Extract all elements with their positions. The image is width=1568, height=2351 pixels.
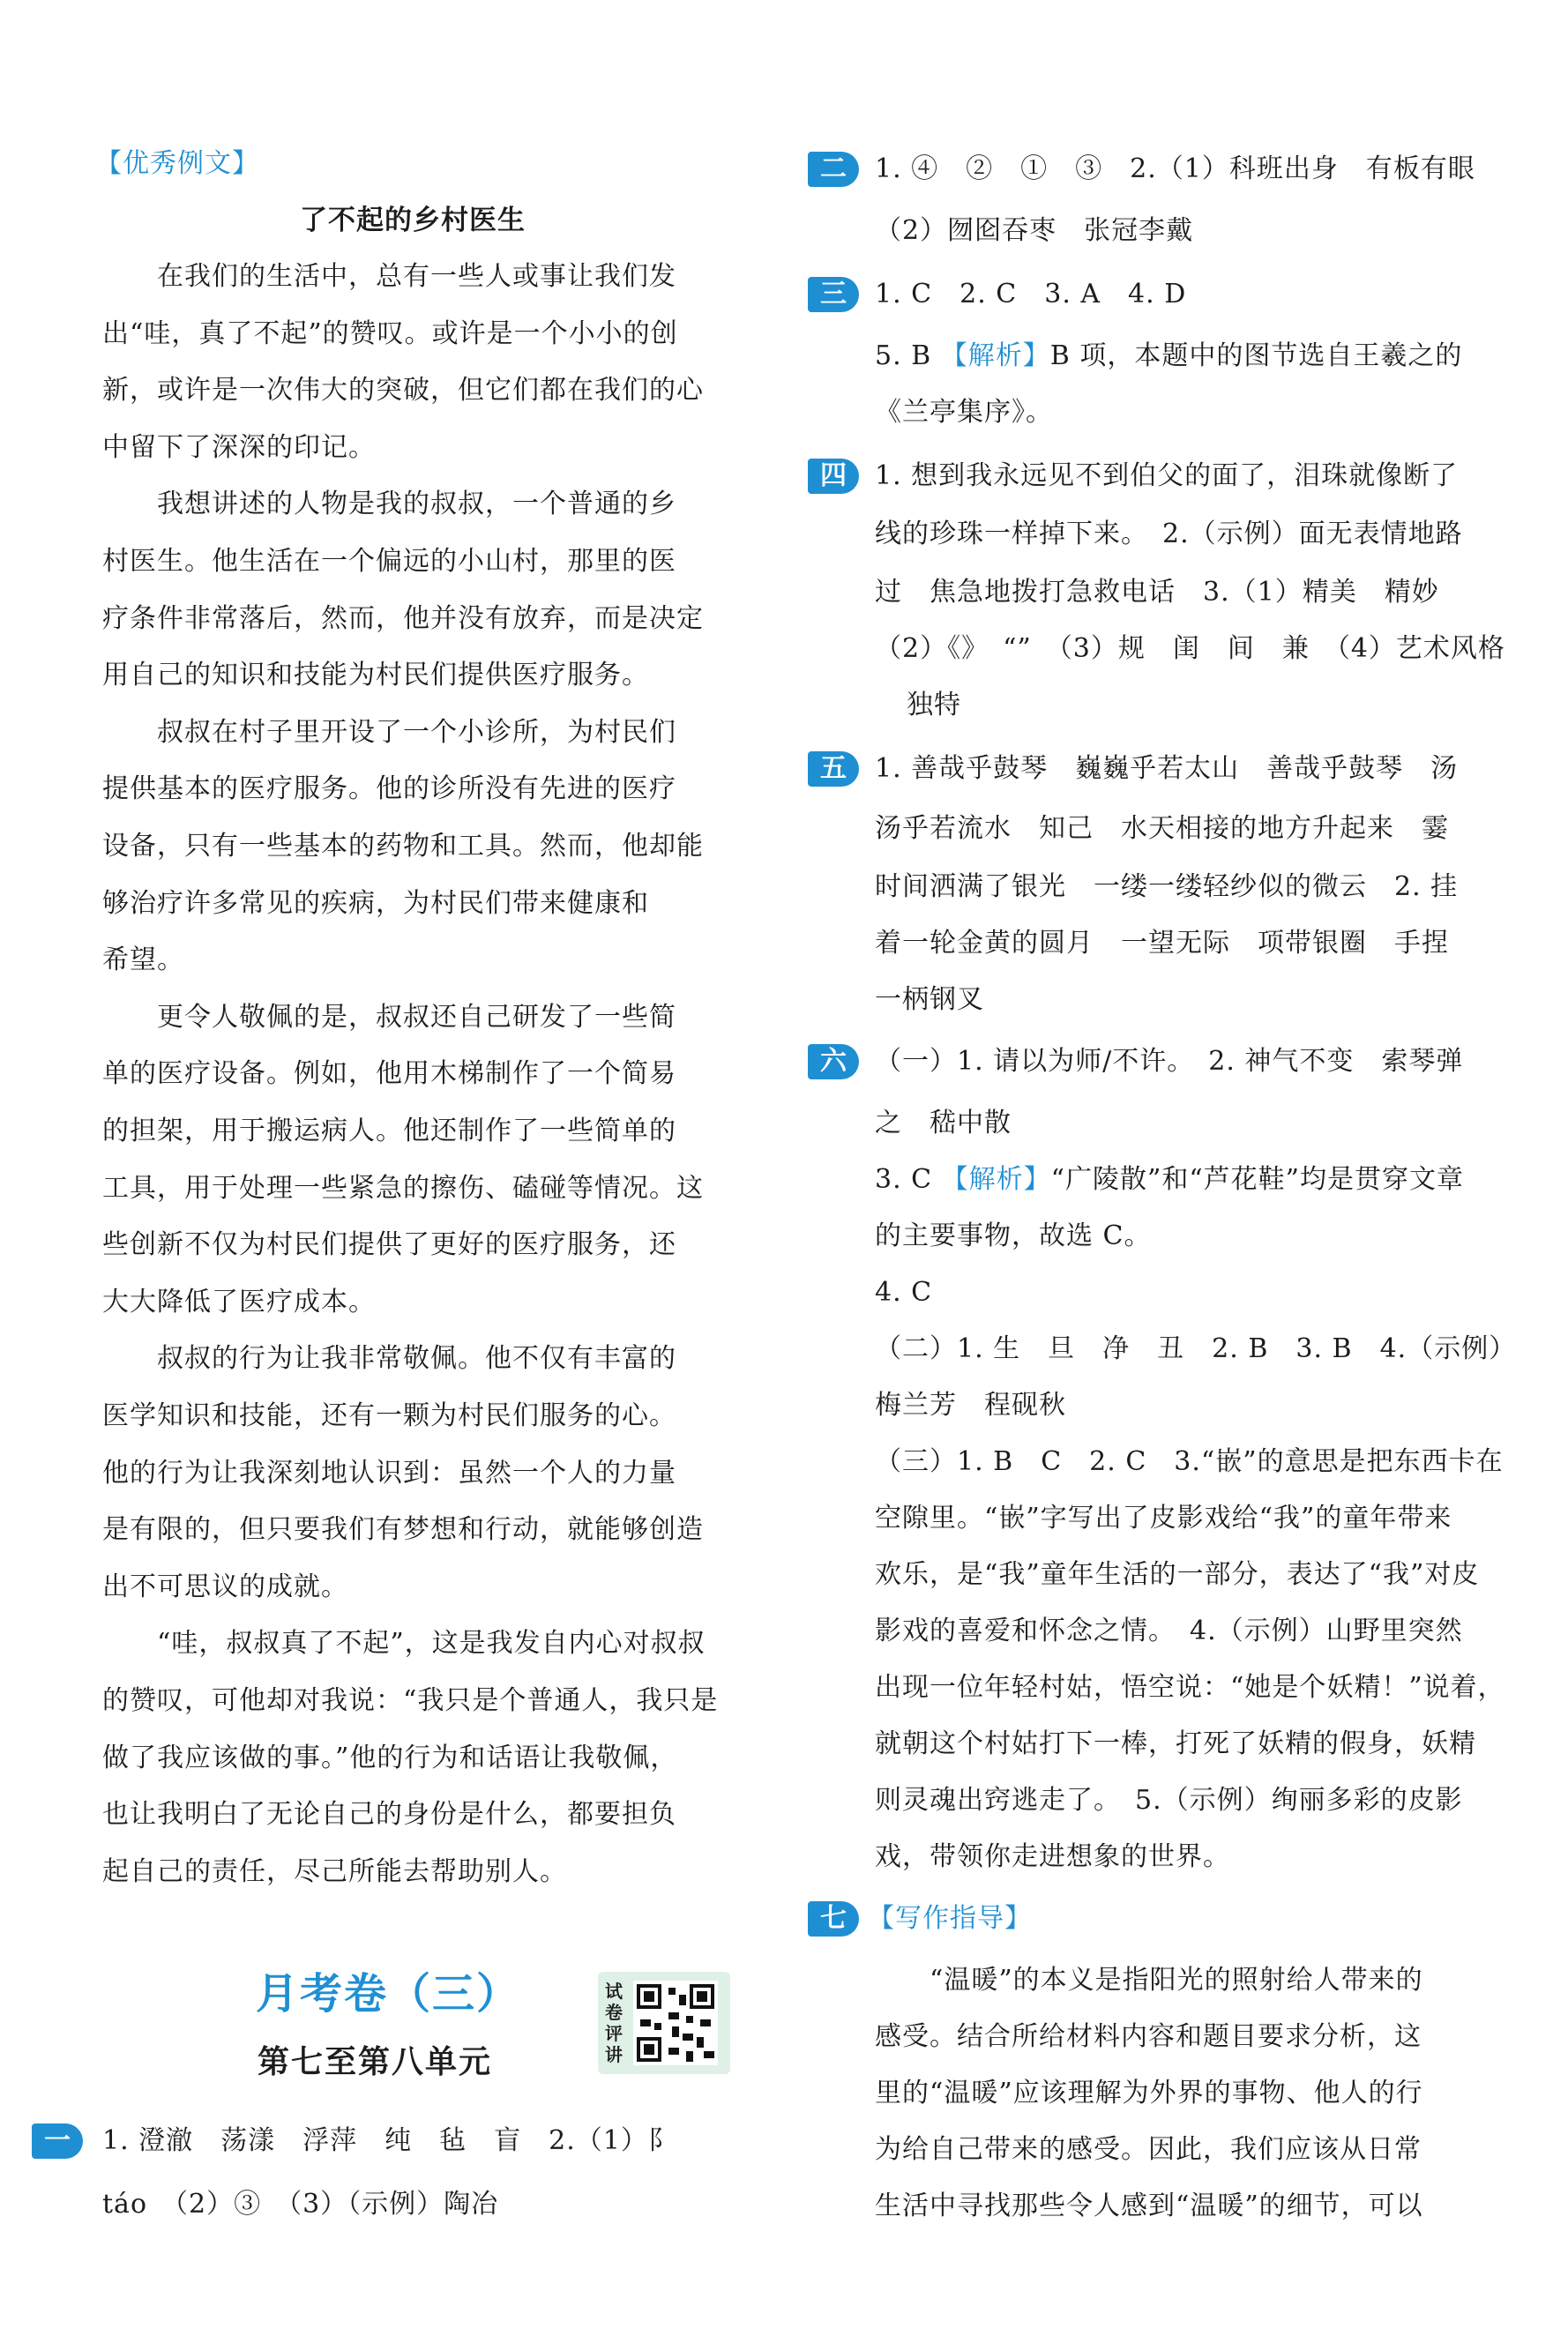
answer-line: 4. C (875, 1277, 933, 1308)
qr-label: 试卷评讲 (605, 1981, 623, 2065)
writing-guide-tag: 【写作指导】 (868, 1903, 1032, 1934)
answer-line: 1. C 2. C 3. A 4. D (875, 279, 1187, 310)
answer-line: 则灵魂出窍逃走了。 5.（示例）绚丽多彩的皮影 (875, 1785, 1463, 1816)
section-1-line: 1. 澄澈 荡漾 浮萍 纯 毡 盲 2.（1）阝 (102, 2125, 676, 2156)
essay-line: 新，或许是一次伟大的突破，但它们都在我们的心 (102, 375, 704, 407)
answer-line: 线的珍珠一样掉下来。 2.（示例）面无表情地路 (875, 519, 1463, 549)
answer-line: （三）1. B C 2. C 3.“嵌”的意思是把东西卡在 (875, 1446, 1504, 1477)
section-2-badge: 二 (808, 152, 859, 187)
answer-line: 《兰亭集序》。 (875, 397, 1053, 428)
answer-line: 5. B 【解析】B 项，本题中的图节选自王羲之的 (875, 340, 1463, 371)
analysis-tag: 【解析】 (940, 340, 1050, 371)
answer-line: “温暖”的本义是指阳光的照射给人带来的 (875, 1965, 1423, 1996)
exam-title: 月考卷（三） (256, 1969, 521, 2019)
essay-line: 用自己的知识和技能为村民们提供医疗服务。 (102, 660, 649, 691)
essay-line: 希望。 (102, 944, 184, 976)
essay-line: 也让我明白了无论自己的身份是什么，都要担负 (102, 1799, 676, 1831)
answer-line: 之 嵇中散 (875, 1108, 1012, 1138)
answer-line: 梅兰芳 程砚秋 (875, 1390, 1066, 1421)
essay-line: 他的行为让我深刻地认识到：虽然一个人的力量 (102, 1457, 676, 1489)
essay-line: 工具，用于处理一些紧急的擦伤、磕碰等情况。这 (102, 1172, 704, 1204)
exam-subtitle: 第七至第八单元 (258, 2044, 493, 2080)
answer-line: （2）囫囵吞枣 张冠李戴 (875, 215, 1194, 246)
section-7-badge: 七 (808, 1901, 859, 1937)
answer-line: （一）1. 请以为师/不许。 2. 神气不变 索琴弹 (875, 1046, 1464, 1077)
section-1-line: táo （2）③ （3）（示例）陶冶 (102, 2189, 499, 2220)
excellent-essay-tag: 【优秀例文】 (95, 148, 259, 179)
answer-line: 时间洒满了银光 一缕一缕轻纱似的微云 2. 挂 (875, 871, 1459, 902)
essay-line: 单的医疗设备。例如，他用木梯制作了一个简易 (102, 1058, 676, 1090)
essay-line: 些创新不仅为村民们提供了更好的医疗服务，还 (102, 1229, 676, 1261)
answer-line: （2）《》 “” （3）规 闺 间 兼 （4）艺术风格 (875, 633, 1505, 664)
section-3-badge: 三 (808, 277, 859, 312)
essay-line: 是有限的，但只要我们有梦想和行动，就能够创造 (102, 1514, 704, 1546)
essay-line: 够治疗许多常见的疾病，为村民们带来健康和 (102, 887, 649, 919)
answer-line: 感受。结合所给材料内容和题目要求分析，这 (875, 2021, 1422, 2052)
answer-line: 空隙里。“嵌”字写出了皮影戏给“我”的童年带来 (875, 1503, 1452, 1534)
essay-line: 起自己的责任，尽己所能去帮助别人。 (102, 1855, 567, 1887)
essay-line: “哇，叔叔真了不起”，这是我发自内心对叔叔 (102, 1628, 706, 1660)
essay-line: 出“哇，真了不起”的赞叹。或许是一个小小的创 (102, 317, 678, 349)
section-6-badge: 六 (808, 1044, 859, 1079)
section-5-badge: 五 (808, 751, 859, 787)
essay-line: 医学知识和技能，还有一颗为村民们服务的心。 (102, 1400, 676, 1431)
essay-line: 村医生。他生活在一个偏远的小山村，那里的医 (102, 546, 676, 577)
essay-line: 叔叔在村子里开设了一个小诊所，为村民们 (102, 716, 676, 748)
answer-line: 3. C 【解析】“广陵散”和“芦花鞋”均是贯穿文章 (875, 1164, 1465, 1195)
section-1-badge: 一 (32, 2123, 83, 2159)
answer-line: 戏，带领你走进想象的世界。 (875, 1841, 1230, 1872)
essay-line: 在我们的生活中，总有一些人或事让我们发 (102, 261, 676, 292)
section-4-badge: 四 (808, 459, 859, 494)
answer-line: 生活中寻找那些令人感到“温暖”的细节，可以 (875, 2191, 1423, 2221)
answer-line: 就朝这个村姑打下一棒，打死了妖精的假身，妖精 (875, 1728, 1476, 1759)
essay-line: 提供基本的医疗服务。他的诊所没有先进的医疗 (102, 773, 676, 805)
essay-line: 中留下了深深的印记。 (102, 431, 376, 463)
answer-line: 出现一位年轻村姑，悟空说：“她是个妖精！”说着， (875, 1672, 1505, 1703)
answer-line: 过 焦急地拨打急救电话 3.（1）精美 精妙 (875, 577, 1439, 608)
essay-line: 的担架，用于搬运病人。他还制作了一些简单的 (102, 1116, 676, 1146)
qr-code-icon[interactable] (633, 1981, 718, 2065)
essay-line: 我想讲述的人物是我的叔叔，一个普通的乡 (102, 489, 676, 520)
answer-line: 独特 (907, 690, 961, 720)
essay-line: 做了我应该做的事。”他的行为和话语让我敬佩， (102, 1742, 678, 1773)
essay-line: 设备，只有一些基本的药物和工具。然而，他却能 (102, 831, 704, 862)
essay-line: 大大降低了医疗成本。 (102, 1286, 376, 1317)
essay-line: 叔叔的行为让我非常敬佩。他不仅有丰富的 (102, 1343, 676, 1375)
answer-line: 欢乐，是“我”童年生活的一部分，表达了“我”对皮 (875, 1559, 1480, 1590)
answer-line: 为给自己带来的感受。因此，我们应该从日常 (875, 2134, 1422, 2165)
answer-line: 1. 善哉乎鼓琴 巍巍乎若太山 善哉乎鼓琴 汤 (875, 753, 1459, 784)
answer-line: 1. ④ ② ① ③ 2.（1）科班出身 有板有眼 (875, 153, 1475, 184)
essay-line: 疗条件非常落后，然而，他并没有放弃，而是决定 (102, 602, 704, 634)
answer-line: 里的“温暖”应该理解为外界的事物、他人的行 (875, 2078, 1423, 2108)
answer-line: 汤乎若流水 知己 水天相接的地方升起来 霎 (875, 813, 1449, 844)
answer-line: 一柄钢叉 (875, 984, 984, 1015)
essay-line: 出不可思议的成就。 (102, 1571, 348, 1602)
analysis-tag: 【解析】 (941, 1164, 1051, 1195)
answer-line: 影戏的喜爱和怀念之情。 4.（示例）山野里突然 (875, 1616, 1463, 1646)
answer-line: 的主要事物，故选 C。 (875, 1220, 1152, 1251)
answer-line: （二）1. 生 旦 净 丑 2. B 3. B 4.（示例） (875, 1333, 1517, 1364)
essay-line: 更令人敬佩的是，叔叔还自己研发了一些简 (102, 1001, 676, 1033)
answer-line: 着一轮金黄的圆月 一望无际 项带银圈 手捏 (875, 928, 1449, 959)
qr-panel[interactable] (598, 1972, 730, 2074)
answer-line: 1. 想到我永远见不到伯父的面了，泪珠就像断了 (875, 460, 1459, 491)
essay-line: 的赞叹，可他却对我说：“我只是个普通人，我只是 (102, 1685, 719, 1716)
essay-title: 了不起的乡村医生 (300, 205, 526, 236)
